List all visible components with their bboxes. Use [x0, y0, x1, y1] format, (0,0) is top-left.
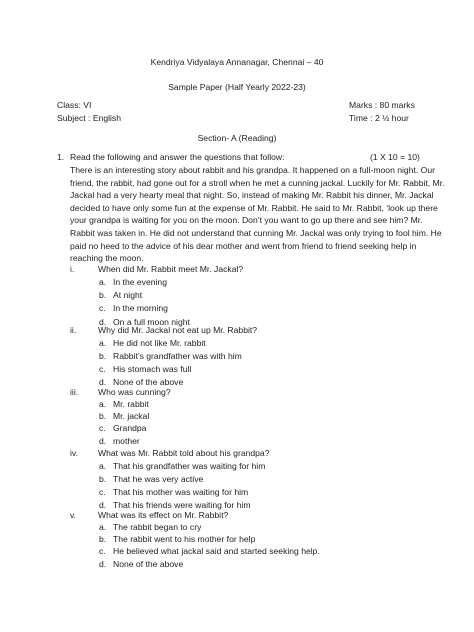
- option-text: That his friends were waiting for him: [113, 500, 251, 510]
- option-text: The rabbit went to his mother for help: [113, 534, 256, 544]
- option-letter: d.: [99, 436, 107, 446]
- subquestion: [0, 386, 474, 398]
- answer-option: [0, 422, 474, 434]
- option-letter: b.: [99, 351, 107, 361]
- subquestion-numeral: v.: [70, 510, 77, 520]
- answer-option: [0, 289, 474, 301]
- section-title: Section- A (Reading): [197, 133, 277, 143]
- class-label: Class: VI: [57, 100, 92, 110]
- option-letter: c.: [99, 546, 106, 556]
- option-text: At night: [113, 290, 143, 300]
- option-text: In the evening: [113, 277, 167, 287]
- option-letter: b.: [99, 534, 107, 544]
- option-text: Mr. jackal: [113, 411, 150, 421]
- option-text: His stomach was full: [113, 364, 192, 374]
- answer-option: [0, 276, 474, 288]
- subquestion-text: What was Mr. Rabbit told about his grandpa?: [98, 448, 270, 458]
- answer-option: [0, 533, 474, 545]
- answer-option: [0, 435, 474, 447]
- question-marks: (1 X 10 = 10): [370, 152, 420, 162]
- subquestion-numeral: iii.: [70, 387, 79, 397]
- passage-line: Jackal had a very hearty meal that night. So, instead of making Mr. Rabbit his dinner, Mr. Jackal: [70, 190, 434, 201]
- passage-line: Rabbit was taken in. He did not understand that cunning Mr. Jackal was only trying to fool him. He: [70, 227, 442, 238]
- option-letter: a.: [99, 522, 107, 532]
- answer-option: [0, 337, 474, 349]
- option-text: He believed what jackal said and started seeking help.: [113, 546, 320, 556]
- option-text: The rabbit began to cry: [113, 522, 202, 532]
- passage-line: paid no heed to the advice of his dear mother and went from friend to friend seeking help in: [70, 240, 417, 251]
- question-instruction: Read the following and answer the questions that follow:: [70, 152, 285, 162]
- option-text: Grandpa: [113, 423, 147, 433]
- option-letter: d.: [99, 500, 107, 510]
- option-letter: a.: [99, 461, 107, 471]
- option-letter: a.: [99, 399, 107, 409]
- subquestion: [0, 509, 474, 521]
- answer-option: [0, 558, 474, 570]
- option-text: None of the above: [113, 559, 184, 569]
- subquestion-text: Who was cunning?: [98, 387, 171, 397]
- paper-title: Sample Paper (Half Yearly 2022-23): [168, 82, 306, 92]
- option-letter: b.: [99, 474, 107, 484]
- time-label: Time : 2 ½ hour: [349, 113, 409, 123]
- option-letter: d.: [99, 559, 107, 569]
- answer-option: [0, 460, 474, 472]
- option-text: That he was very active: [113, 474, 204, 484]
- passage-line: friend, the rabbit, had gone out for a stroll when he met a cunning jackal. Luckily for Mr. Rabbit, Mr.: [70, 177, 445, 188]
- subquestion: [0, 263, 474, 275]
- answer-option: [0, 302, 474, 314]
- passage-line: your grandpa is waiting for you on the moon. Don’t you want to go up there and see him? Mr.: [70, 215, 423, 226]
- answer-option: [0, 473, 474, 485]
- passage-line: decided to have only some fun at the expense of Mr. Rabbit. He said to Mr. Rabbit, ‘look up there: [70, 202, 438, 213]
- option-text: That his grandfather was waiting for him: [113, 461, 266, 471]
- subquestion-text: When did Mr. Rabbit meet Mr. Jackal?: [98, 264, 244, 274]
- subject-label: Subject : English: [57, 113, 122, 123]
- option-text: In the morning: [113, 303, 168, 313]
- option-text: He did not like Mr. rabbit: [113, 338, 206, 348]
- reading-passage: [70, 164, 445, 265]
- option-text: On a full moon night: [113, 317, 190, 327]
- option-letter: d.: [99, 377, 107, 387]
- option-letter: c.: [99, 364, 106, 374]
- answer-option: [0, 350, 474, 362]
- option-letter: c.: [99, 423, 106, 433]
- option-letter: d.: [99, 317, 107, 327]
- option-text: Mr. rabbit: [113, 399, 149, 409]
- answer-option: [0, 521, 474, 533]
- option-text: That his mother was waiting for him: [113, 487, 249, 497]
- option-text: None of the above: [113, 377, 184, 387]
- marks-label: Marks : 80 marks: [349, 100, 415, 110]
- question-number: 1.: [57, 152, 65, 162]
- option-letter: a.: [99, 277, 107, 287]
- option-letter: c.: [99, 487, 106, 497]
- answer-option: [0, 545, 474, 557]
- passage-line: reaching the moon.: [70, 253, 144, 264]
- option-letter: a.: [99, 338, 107, 348]
- subquestion-numeral: i.: [70, 264, 75, 274]
- subquestion: [0, 324, 474, 336]
- subquestion-text: What was its effect on Mr. Rabbit?: [98, 510, 229, 520]
- subquestion: [0, 447, 474, 459]
- answer-option: [0, 398, 474, 410]
- subquestion-numeral: iv.: [70, 448, 78, 458]
- passage-line: There is an interesting story about rabbit and his grandpa. It happened on a full-moon night. Our: [70, 165, 435, 175]
- answer-option: [0, 486, 474, 498]
- option-letter: b.: [99, 411, 107, 421]
- option-letter: b.: [99, 290, 107, 300]
- answer-option: [0, 410, 474, 422]
- subquestion-numeral: ii.: [70, 325, 77, 335]
- answer-option: [0, 363, 474, 375]
- option-text: mother: [113, 436, 140, 446]
- subquestion-text: Why did Mr. Jackal not eat up Mr. Rabbit?: [98, 325, 258, 335]
- option-text: Rabbit’s grandfather was with him: [113, 351, 242, 361]
- school-name: Kendriya Vidyalaya Annanagar, Chennai – 40: [150, 57, 324, 67]
- option-letter: c.: [99, 303, 106, 313]
